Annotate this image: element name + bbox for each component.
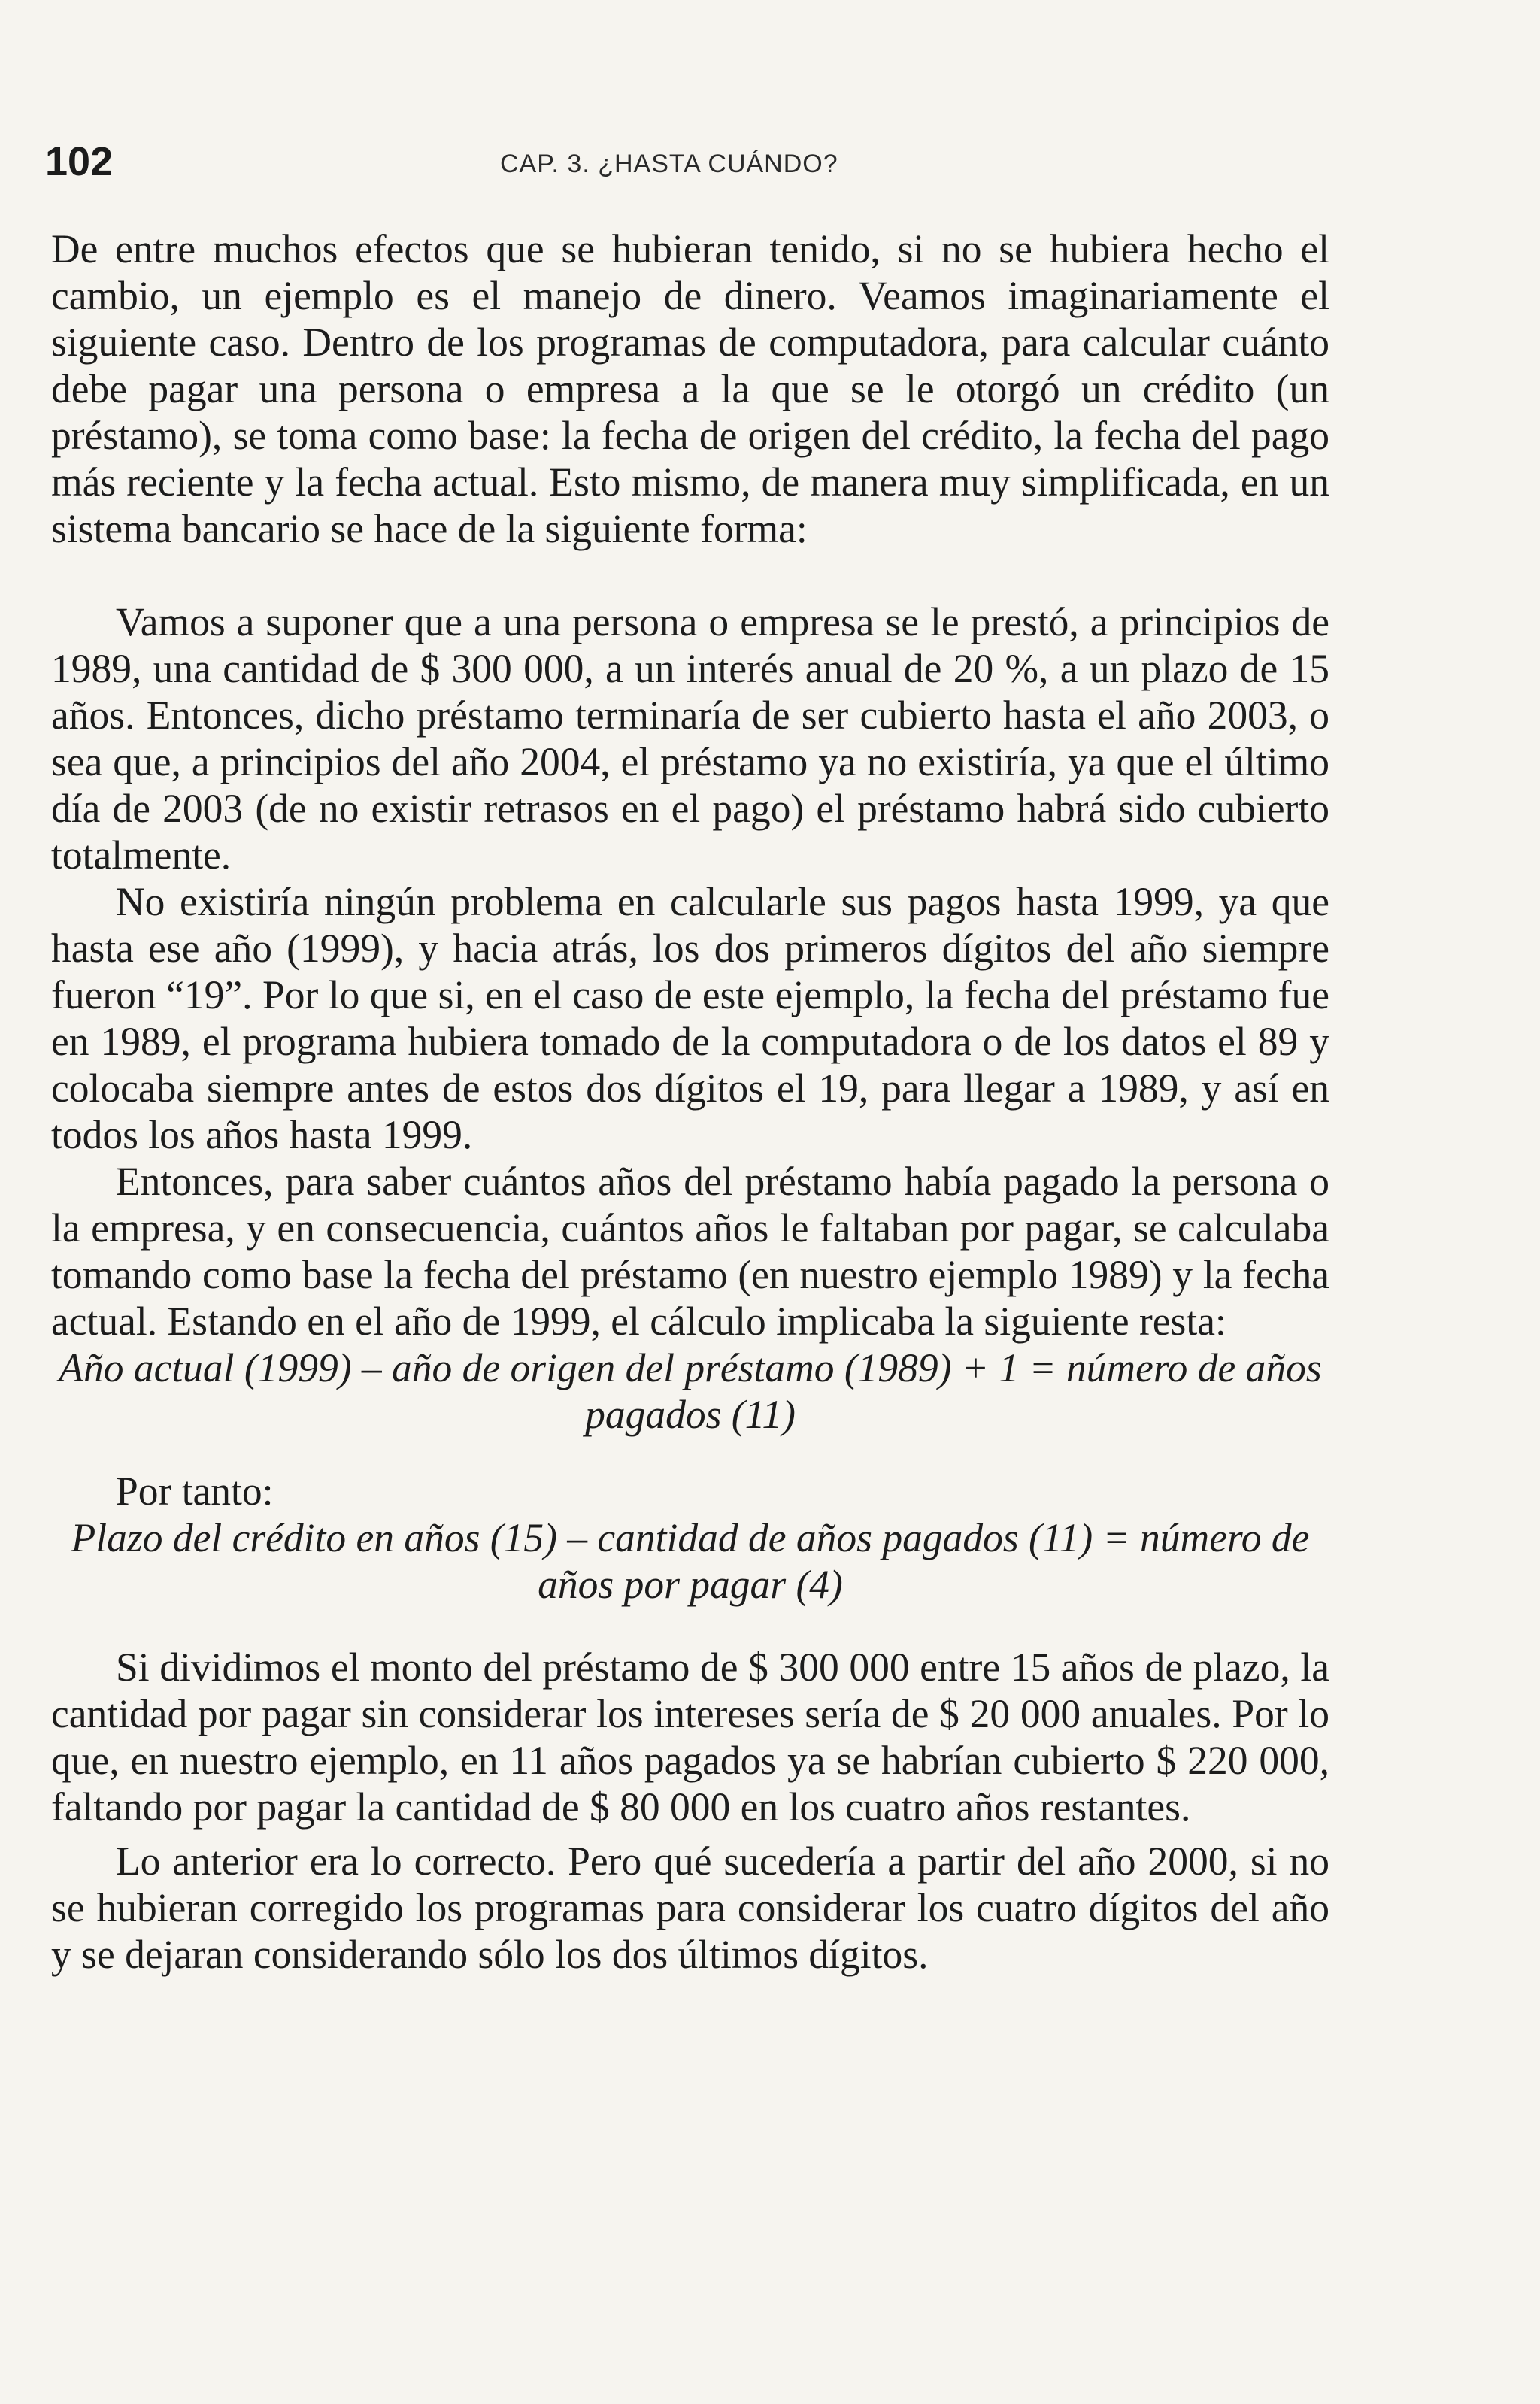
paragraph-intro: De entre muchos efectos que se hubieran tenido, si no se hubiera hecho el cambio, un ejemplo es el manejo de dinero. Veamos imaginariamente el siguiente caso. Dentro de los programas de computadora, para calcular cuánto debe pagar una persona o empresa a la que se le otorgó un crédito (un préstamo), se toma como base: la fecha de origen del crédito, la fecha del pago más reciente y la fecha actual. Esto mismo, de manera muy simplificada, en un sistema bancario se hace de la siguiente forma: [51, 226, 1329, 551]
paragraph-example: Vamos a suponer que a una persona o empresa se le prestó, a principios de 1989, una cantidad de $ 300 000, a un interés anual de 20 %, a un plazo de 15 años. Entonces, dicho préstamo terminaría de ser cubierto hasta el año 2003, o sea que, a principios del año 2004, el préstamo ya no existiría, ya que el último día de 2003 (de no existir retrasos en el pago) el préstamo habrá sido cubierto totalmente. [51, 599, 1329, 878]
paragraph-conclusion: Lo anterior era lo correcto. Pero qué sucedería a partir del año 2000, si no se hubieran corregido los programas para considerar los cuatro dígitos del año y se dejaran considerando sólo los dos últimos dígitos. [51, 1839, 1329, 1977]
formula-years-paid: Año actual (1999) – año de origen del préstamo (1989) + 1 = número de años pagados (11) [59, 1345, 1322, 1437]
page-number: 102 [45, 139, 114, 184]
page-body [51, 226, 1329, 1978]
paragraph-years: No existiría ningún problema en calcularle sus pagos hasta 1999, ya que hasta ese año (1999), y hacia atrás, los dos primeros dígitos del año siempre fueron “19”. Por lo que si, en el caso de este ejemplo, la fecha del préstamo fue en 1989, el programa hubiera tomado de la computadora o de los datos el 89 y colocaba siempre antes de estos dos dígitos el 19, para llegar a 1989, y así en todos los años hasta 1999. [51, 879, 1329, 1157]
por-tanto-label: Por tanto: [116, 1469, 274, 1514]
paragraph-calculation: Entonces, para saber cuántos años del préstamo había pagado la persona o la empresa, y en consecuencia, cuántos años le faltaban por pagar, se calculaba tomando como base la fecha del préstamo (en nuestro ejemplo 1989) y la fecha actual. Estando en el año de 1999, el cálculo implicaba la siguiente resta: [51, 1159, 1329, 1344]
paragraph-division: Si dividimos el monto del préstamo de $ 300 000 entre 15 años de plazo, la cantidad por pagar sin considerar los intereses sería de $ 20 000 anuales. Por lo que, en nuestro ejemplo, en 11 años pagados ya se habrían cubierto $ 220 000, faltando por pagar la cantidad de $ 80 000 en los cuatro años restantes. [51, 1645, 1329, 1830]
page-header [45, 139, 1338, 184]
running-head: CAP. 3. ¿HASTA CUÁNDO? [500, 150, 838, 178]
formula-years-remaining: Plazo del crédito en años (15) – cantidad de años pagados (11) = número de años por pagar (4) [71, 1515, 1310, 1607]
